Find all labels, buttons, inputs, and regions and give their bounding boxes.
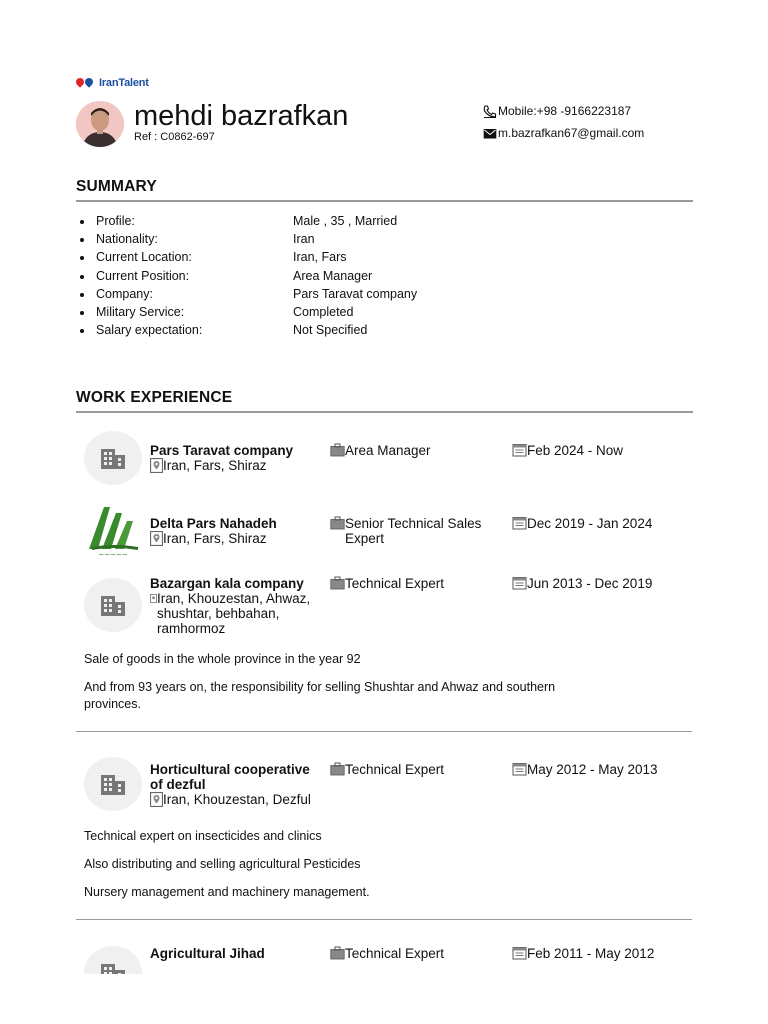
job-position: Area Manager [330,443,505,458]
svg-text:~~~~~: ~~~~~ [98,551,128,559]
job-dates: Feb 2024 - Now [512,443,623,458]
job-location: Iran, Fars, Shiraz [150,531,325,546]
job-location: Iran, Khouzestan, Ahwaz, shushtar, behbahan, ramhormoz [150,591,325,636]
calendar-icon [512,443,527,457]
reference-number: Ref : C0862-697 [134,131,215,143]
job-divider [76,919,692,920]
job-description: And from 93 years on, the responsibility for selling Shushtar and Ahwaz and southern provinces. [84,680,556,711]
job-location: Iran, Khouzestan, Dezful [150,792,325,807]
calendar-icon [512,762,527,776]
email-contact[interactable] [483,126,644,140]
candidate-name: mehdi bazrafkan [134,100,349,132]
job-position: Technical Expert [330,762,505,777]
phone-icon [483,105,497,118]
job-position: Senior Technical Sales Expert [330,516,505,546]
work-experience-divider [76,411,693,413]
company-name: Horticultural cooperative of dezful [150,762,310,792]
building-icon [84,946,142,974]
calendar-icon [512,946,527,960]
job-description: Sale of goods in the whole province in the year 92 [84,652,361,666]
work-experience-title: WORK EXPERIENCE [76,389,233,406]
building-icon [84,431,142,485]
location-pin-icon [150,531,163,546]
irantalent-logo[interactable] [76,76,149,90]
job-position: Technical Expert [330,946,505,961]
irantalent-logo-mark-icon [76,76,96,90]
job-location: Iran, Fars, Shiraz [150,458,325,473]
building-icon [84,578,142,632]
envelope-icon [483,127,497,140]
job-divider [76,731,692,732]
mobile-text: Mobile:+98 -9166223187 [498,104,632,118]
email-text: m.bazrafkan67@gmail.com [498,126,645,140]
company-name: Bazargan kala company [150,576,304,591]
job-dates: Feb 2011 - May 2012 [512,946,654,961]
job-dates: Dec 2019 - Jan 2024 [512,516,652,531]
location-pin-icon [150,792,163,807]
briefcase-icon [330,516,345,530]
location-pin-icon [150,594,157,603]
mobile-contact[interactable] [483,104,631,118]
job-dates: Jun 2013 - Dec 2019 [512,576,652,591]
briefcase-icon [330,443,345,457]
company-name: Delta Pars Nahadeh [150,516,277,531]
company-name: Agricultural Jihad [150,946,265,961]
summary-title: SUMMARY [76,178,157,195]
job-description: Also distributing and selling agricultural Pesticides [84,857,361,871]
briefcase-icon [330,946,345,960]
briefcase-icon [330,762,345,776]
calendar-icon [512,516,527,530]
delta-pars-logo-icon [84,504,142,558]
location-pin-icon [150,458,163,473]
building-icon [84,757,142,811]
job-dates: May 2012 - May 2013 [512,762,658,777]
summary-divider [76,200,693,202]
job-description: Nursery management and machinery management. [84,885,370,899]
calendar-icon [512,576,527,590]
briefcase-icon [330,576,345,590]
job-position: Technical Expert [330,576,505,591]
avatar [76,101,124,147]
resume-page: IranTalent mehdi bazrafkan Ref : C0862-697 Mobile:+98 -9166223187 m.bazrafkan67@gmail.com SUMMARY Profile: Male , 35 , Married Nationality: Iran Current Location: Iran, Fars Current Position: Area Manager Company: Pars Taravat company Military Service: Completed Salary expectation: Not Specified WORK EXPERIENCE Pars Taravat company Iran, Fars, Shiraz Area Manager Feb 2024 - Now ~~~~~ Delta Pars Nahadeh Iran, Fars, Shiraz Senior Technical Sales Expert Dec 2019 - Jan 2024 Bazargan kala company Iran, Khouzestan, Ahwaz, shushtar, behbahan, ramhormoz Technical Expert Jun 2013 - Dec 2019 Sale of goods in the whole province in the year 92 And from 93 years on, the responsibility for selling Shushtar and Ahwaz and southern provinces. Horticultural cooperative of dezful Iran, Khouzestan, Dezful Technical Expert May 2012 - May 2013 Technical expert on insecticides and clinics Also distributing and selling agricultural Pesticides Nursery management and machinery management. Agricultural Jihad Technical Expert Feb 2011 - May 2012 [0,0,768,1024]
logo-text: IranTalent [99,77,149,89]
clipped-area [0,930,768,974]
job-description: Technical expert on insecticides and clinics [84,829,322,843]
company-name: Pars Taravat company [150,443,294,458]
